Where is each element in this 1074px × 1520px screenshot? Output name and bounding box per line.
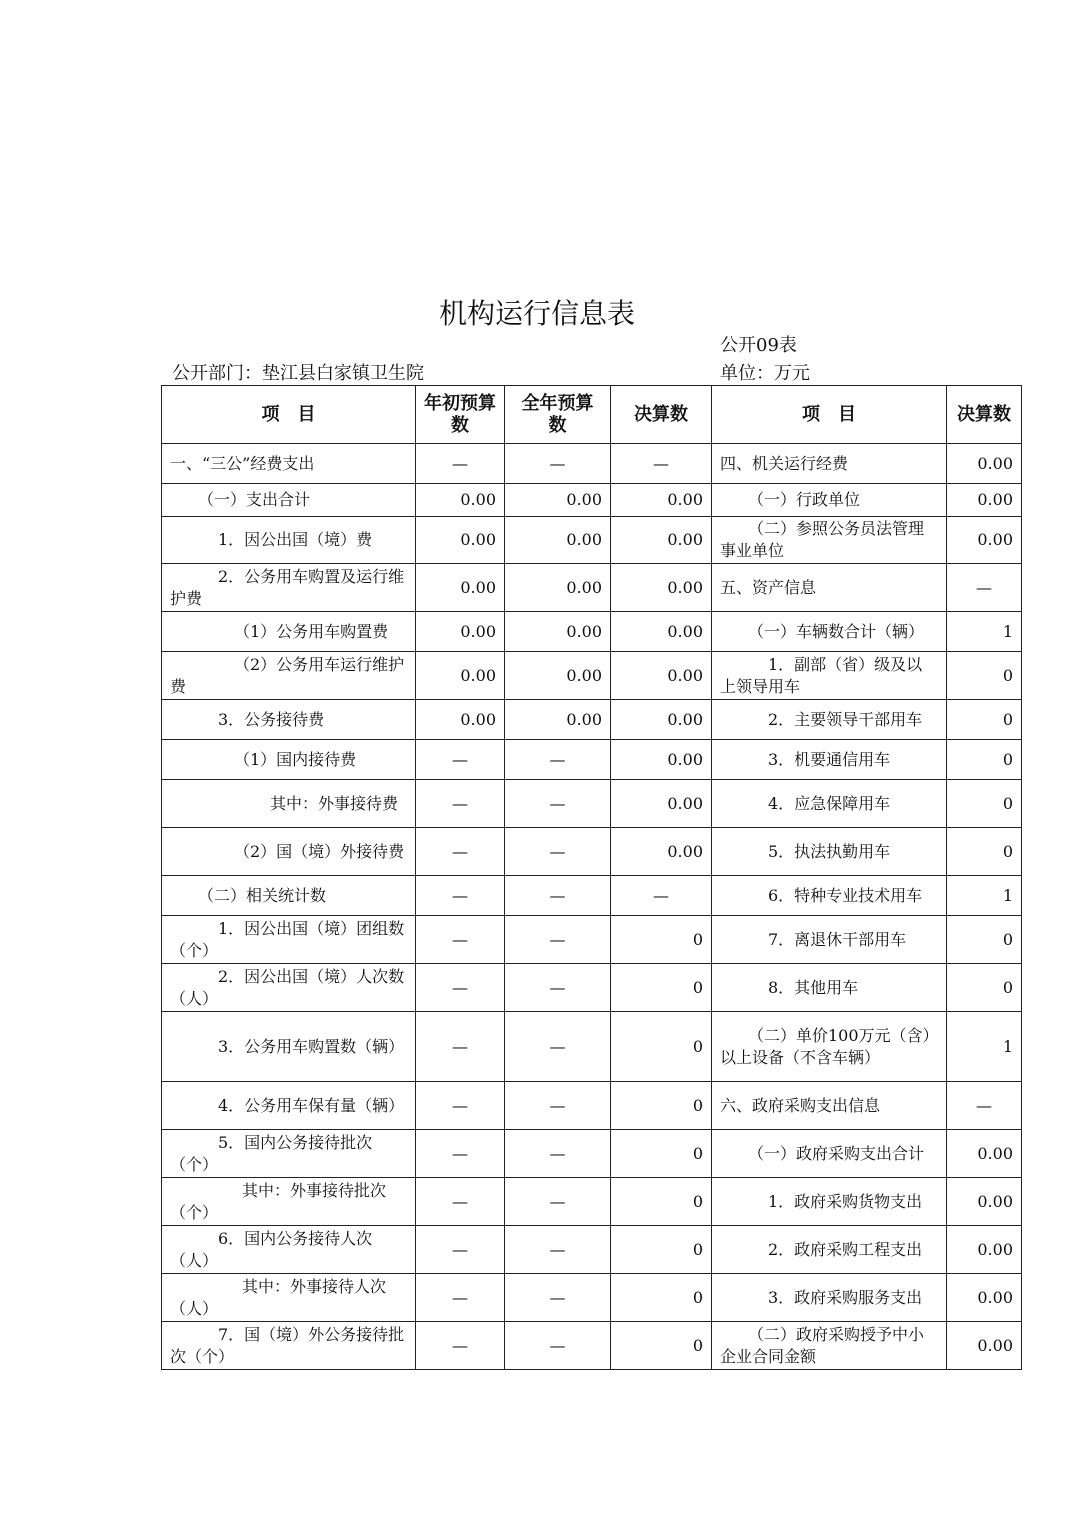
row-item-left: 5．国内公务接待批次（个） [162,1130,416,1178]
row-budget-initial: — [416,444,505,484]
row-item-left: （1）公务用车购置费 [162,612,416,652]
table-body [162,444,1022,1370]
row-final-right: 0 [947,652,1022,700]
table-row [162,1178,1022,1226]
table-row [162,564,1022,612]
row-budget-initial: — [416,964,505,1012]
row-final: 0.00 [611,828,712,876]
row-final: — [611,444,712,484]
row-final-right: 0 [947,780,1022,828]
row-item-right: 2．政府采购工程支出 [712,1226,947,1274]
row-budget-initial: — [416,876,505,916]
row-budget-initial: — [416,1082,505,1130]
row-final-right: 1 [947,612,1022,652]
row-item-left: （2）公务用车运行维护费 [162,652,416,700]
row-final: 0 [611,1012,712,1082]
table-row [162,828,1022,876]
row-final: — [611,876,712,916]
row-item-right: （一）行政单位 [712,484,947,517]
row-budget-full: — [505,916,611,964]
row-budget-full: — [505,780,611,828]
row-item-left: 4．公务用车保有量（辆） [162,1082,416,1130]
row-final: 0 [611,964,712,1012]
row-item-right: （二）政府采购授予中小企业合同金额 [712,1322,947,1370]
table-row [162,444,1022,484]
table-row [162,1012,1022,1082]
header-item-right: 项 目 [712,386,947,444]
row-item-left: （1）国内接待费 [162,740,416,780]
row-final-right: 0 [947,828,1022,876]
row-final: 0.00 [611,517,712,564]
row-item-right: 四、机关运行经费 [712,444,947,484]
row-budget-full: — [505,876,611,916]
row-budget-initial: 0.00 [416,484,505,517]
row-budget-full: — [505,740,611,780]
row-final-right: 0.00 [947,1274,1022,1322]
row-item-left: （二）相关统计数 [162,876,416,916]
row-item-right: 五、资产信息 [712,564,947,612]
row-item-left: 其中：外事接待费 [162,780,416,828]
row-budget-full: — [505,1274,611,1322]
row-budget-full: — [505,828,611,876]
row-item-right: 6．特种专业技术用车 [712,876,947,916]
row-item-left: 3．公务用车购置数（辆） [162,1012,416,1082]
row-item-right: 六、政府采购支出信息 [712,1082,947,1130]
row-final: 0 [611,1274,712,1322]
row-budget-initial: — [416,1226,505,1274]
table-row [162,612,1022,652]
row-final-right: 0.00 [947,517,1022,564]
header-final-right: 决算数 [947,386,1022,444]
row-budget-full: — [505,1130,611,1178]
table-row [162,1082,1022,1130]
table-row [162,916,1022,964]
row-final-right: 1 [947,1012,1022,1082]
row-final-right: — [947,1082,1022,1130]
table-row [162,1322,1022,1370]
row-item-left: 2．公务用车购置及运行维护费 [162,564,416,612]
row-budget-full: 0.00 [505,612,611,652]
row-budget-initial: — [416,740,505,780]
row-budget-initial: — [416,828,505,876]
row-item-left: 6．国内公务接待人次（人） [162,1226,416,1274]
row-final: 0.00 [611,780,712,828]
row-budget-full: — [505,1012,611,1082]
row-final-right: 0.00 [947,444,1022,484]
header-final: 决算数 [611,386,712,444]
row-item-right: 7．离退休干部用车 [712,916,947,964]
table-row [162,740,1022,780]
table-row [162,780,1022,828]
unit-label: 单位：万元 [720,363,810,384]
row-item-left: 一、“三公”经费支出 [162,444,416,484]
header-budget-full: 全年预算数 [505,386,611,444]
row-item-right: 3．政府采购服务支出 [712,1274,947,1322]
row-item-right: 2．主要领导干部用车 [712,700,947,740]
row-item-right: 8．其他用车 [712,964,947,1012]
row-budget-initial: 0.00 [416,612,505,652]
row-item-right: 5．执法执勤用车 [712,828,947,876]
table-row [162,652,1022,700]
row-budget-full: — [505,964,611,1012]
row-budget-initial: — [416,780,505,828]
row-final-right: — [947,564,1022,612]
row-budget-full: 0.00 [505,700,611,740]
row-item-left: 其中：外事接待人次（人） [162,1274,416,1322]
row-final-right: 0.00 [947,1226,1022,1274]
row-final-right: 0.00 [947,1322,1022,1370]
row-item-left: （一）支出合计 [162,484,416,517]
row-final: 0.00 [611,700,712,740]
row-budget-initial: — [416,1130,505,1178]
row-budget-full: — [505,1322,611,1370]
row-final: 0 [611,1226,712,1274]
row-budget-initial: 0.00 [416,517,505,564]
row-item-left: 其中：外事接待批次（个） [162,1178,416,1226]
row-budget-full: — [505,1178,611,1226]
header-budget-initial: 年初预算数 [416,386,505,444]
table-row [162,1130,1022,1178]
row-budget-initial: — [416,1012,505,1082]
row-final: 0.00 [611,564,712,612]
row-final-right: 1 [947,876,1022,916]
row-final: 0.00 [611,740,712,780]
row-item-right: 4．应急保障用车 [712,780,947,828]
row-item-right: 1．副部（省）级及以上领导用车 [712,652,947,700]
table-row [162,1226,1022,1274]
row-final: 0.00 [611,652,712,700]
row-item-left: （2）国（境）外接待费 [162,828,416,876]
row-final-right: 0 [947,964,1022,1012]
row-item-right: 3．机要通信用车 [712,740,947,780]
table-row [162,876,1022,916]
row-final-right: 0 [947,700,1022,740]
row-item-left: 1．因公出国（境）费 [162,517,416,564]
row-budget-full: — [505,444,611,484]
table-row [162,1274,1022,1322]
department-label: 公开部门：垫江县白家镇卫生院 [172,363,424,384]
row-budget-initial: — [416,1322,505,1370]
table-row [162,964,1022,1012]
row-item-right: 1．政府采购货物支出 [712,1178,947,1226]
row-final: 0.00 [611,612,712,652]
row-final: 0 [611,1322,712,1370]
row-item-right: （二）参照公务员法管理事业单位 [712,517,947,564]
row-final-right: 0 [947,916,1022,964]
row-budget-initial: 0.00 [416,700,505,740]
row-budget-initial: 0.00 [416,652,505,700]
table-row [162,700,1022,740]
row-item-right: （一）政府采购支出合计 [712,1130,947,1178]
row-final: 0 [611,1178,712,1226]
info-table [161,385,1022,1370]
row-final: 0 [611,1130,712,1178]
row-item-right: （一）车辆数合计（辆） [712,612,947,652]
table-row [162,517,1022,564]
row-final: 0.00 [611,484,712,517]
form-number: 公开09表 [720,335,797,356]
row-item-right: （二）单价100万元（含）以上设备（不含车辆） [712,1012,947,1082]
row-budget-full: — [505,1082,611,1130]
row-final-right: 0 [947,740,1022,780]
row-final: 0 [611,916,712,964]
table-row [162,484,1022,517]
row-budget-full: 0.00 [505,517,611,564]
row-final: 0 [611,1082,712,1130]
row-item-left: 1．因公出国（境）团组数（个） [162,916,416,964]
row-final-right: 0.00 [947,1178,1022,1226]
page-title: 机构运行信息表 [438,297,635,330]
row-budget-initial: — [416,916,505,964]
row-budget-full: 0.00 [505,564,611,612]
row-item-left: 7．国（境）外公务接待批次（个） [162,1322,416,1370]
row-budget-full: 0.00 [505,484,611,517]
row-budget-full: — [505,1226,611,1274]
row-item-left: 2．因公出国（境）人次数（人） [162,964,416,1012]
row-item-left: 3．公务接待费 [162,700,416,740]
row-budget-initial: 0.00 [416,564,505,612]
row-final-right: 0.00 [947,484,1022,517]
header-item-left: 项 目 [162,386,416,444]
row-budget-initial: — [416,1178,505,1226]
row-budget-full: 0.00 [505,652,611,700]
row-final-right: 0.00 [947,1130,1022,1178]
row-budget-initial: — [416,1274,505,1322]
